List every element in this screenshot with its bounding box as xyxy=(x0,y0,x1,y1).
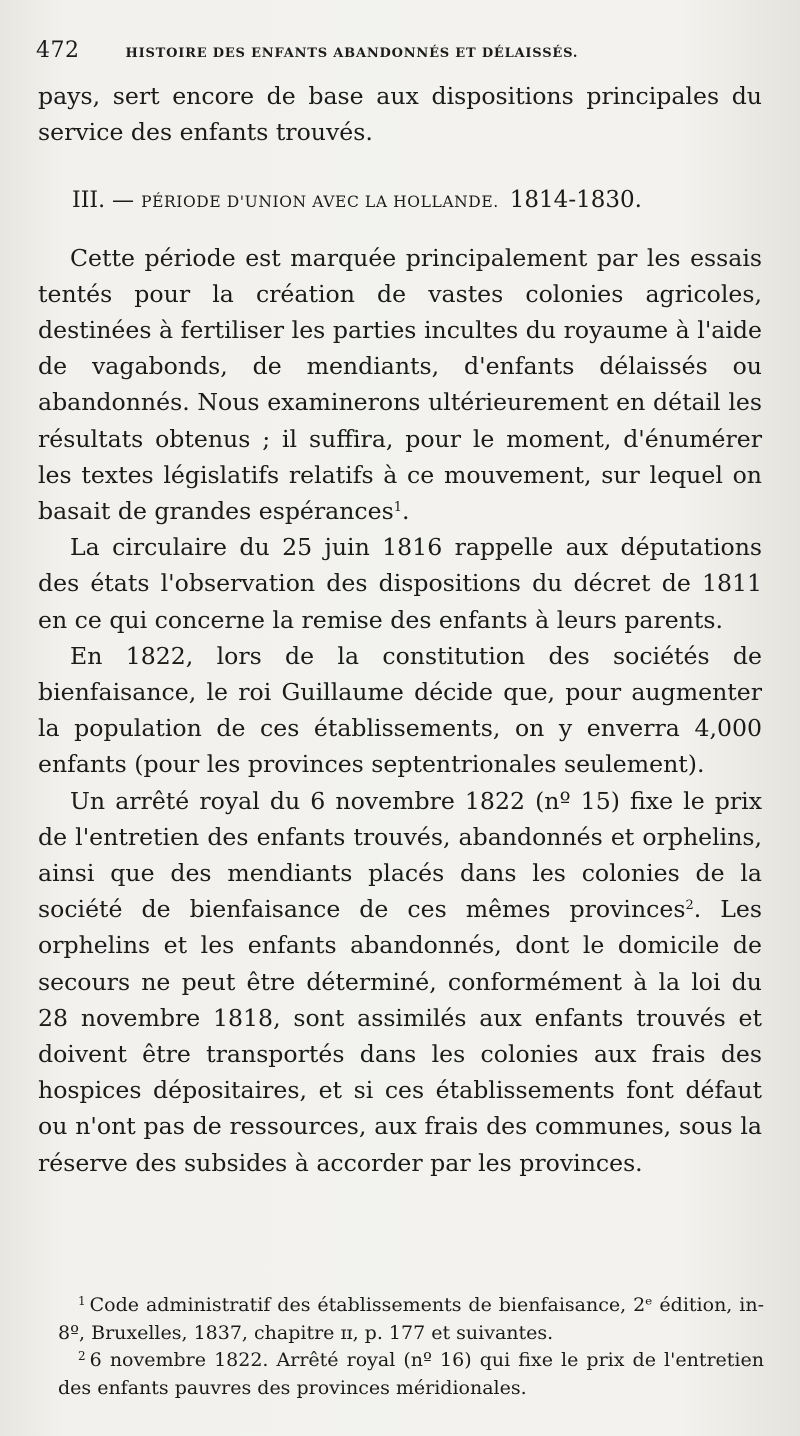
footnotes xyxy=(58,1292,764,1402)
paragraph-end: . xyxy=(402,497,410,526)
paragraph xyxy=(38,783,762,1181)
paragraph-text: Cette période est marquée principalement par les essais tentés pour la création de vastes colonies agricoles, destinées à fertiliser les parties incultes du royaume à l'aide de vagabonds, de mendiants, d'enfants délaissés ou abandonnés. Nous examinerons ultérieurement en détail les résultats obtenus ; il suffira, pour le moment, d'énumérer les textes législatifs relatifs à ce mouvement, sur lequel on basait de grandes espérances xyxy=(38,243,762,526)
paragraph-continued: pays, sert encore de base aux dispositions principales du service des enfants trouvés. xyxy=(38,82,762,147)
body-text xyxy=(38,78,762,1181)
paragraph-text: Un arrêté royal du 6 novembre 1822 (nº 15) fixe le prix de l'entretien des enfants trouvés, abandonnés et orphelins, ainsi que des mendiants placés dans les colonies de la société de bienfaisance de ces mêmes provinces xyxy=(38,786,762,924)
paragraph-text: . Les orphelins et les enfants abandonnés, dont le domicile de secours ne peut être déterminé, conformément à la loi du 28 novembre 1818, sont assimilés aux enfants trouvés et doivent être transportés dans les colonies aux frais des hospices dépositaires, et si ces établissements font défaut ou n'ont pas de ressources, aux frais des communes, sous la réserve des subsides à accorder par les provinces. xyxy=(38,895,762,1177)
footnote xyxy=(58,1292,764,1347)
running-head: HISTOIRE DES ENFANTS ABANDONNÉS ET DÉLAISSÉS. xyxy=(125,46,579,61)
section-numeral: III. — xyxy=(72,188,135,214)
footnote xyxy=(58,1347,764,1402)
footnote-text: Code administratif des établissements de bienfaisance, 2ᵉ édition, in-8º, Bruxelles, 1837, chapitre ɪɪ, p. 177 et suivantes. xyxy=(58,1294,764,1344)
section-title: PÉRIODE D'UNION AVEC LA HOLLANDE. xyxy=(141,193,499,212)
paragraph xyxy=(38,240,762,530)
paragraph: En 1822, lors de la constitution des sociétés de bienfaisance, le roi Guillaume décide que, pour augmenter la population de ces établissements, on y enverra 4,000 enfants (pour les provinces septentrionales seulement). xyxy=(38,641,762,779)
footnote-mark: 1 xyxy=(78,1294,86,1308)
paragraph: La circulaire du 25 juin 1816 rappelle aux députations des états l'observation des dispositions du décret de 1811 en ce qui concerne la remise des enfants à leurs parents. xyxy=(38,533,762,634)
footnote-reference: 2 xyxy=(685,898,694,914)
page-header xyxy=(36,38,760,68)
page-number: 472 xyxy=(36,38,80,63)
footnote-reference: 1 xyxy=(393,500,402,516)
section-heading xyxy=(38,182,762,220)
footnote-mark: 2 xyxy=(78,1349,86,1363)
footnote-text: 6 novembre 1822. Arrêté royal (nº 16) qui fixe le prix de l'entretien des enfants pauvres des provinces méridionales. xyxy=(58,1349,764,1399)
section-dates: 1814-1830. xyxy=(509,187,642,214)
